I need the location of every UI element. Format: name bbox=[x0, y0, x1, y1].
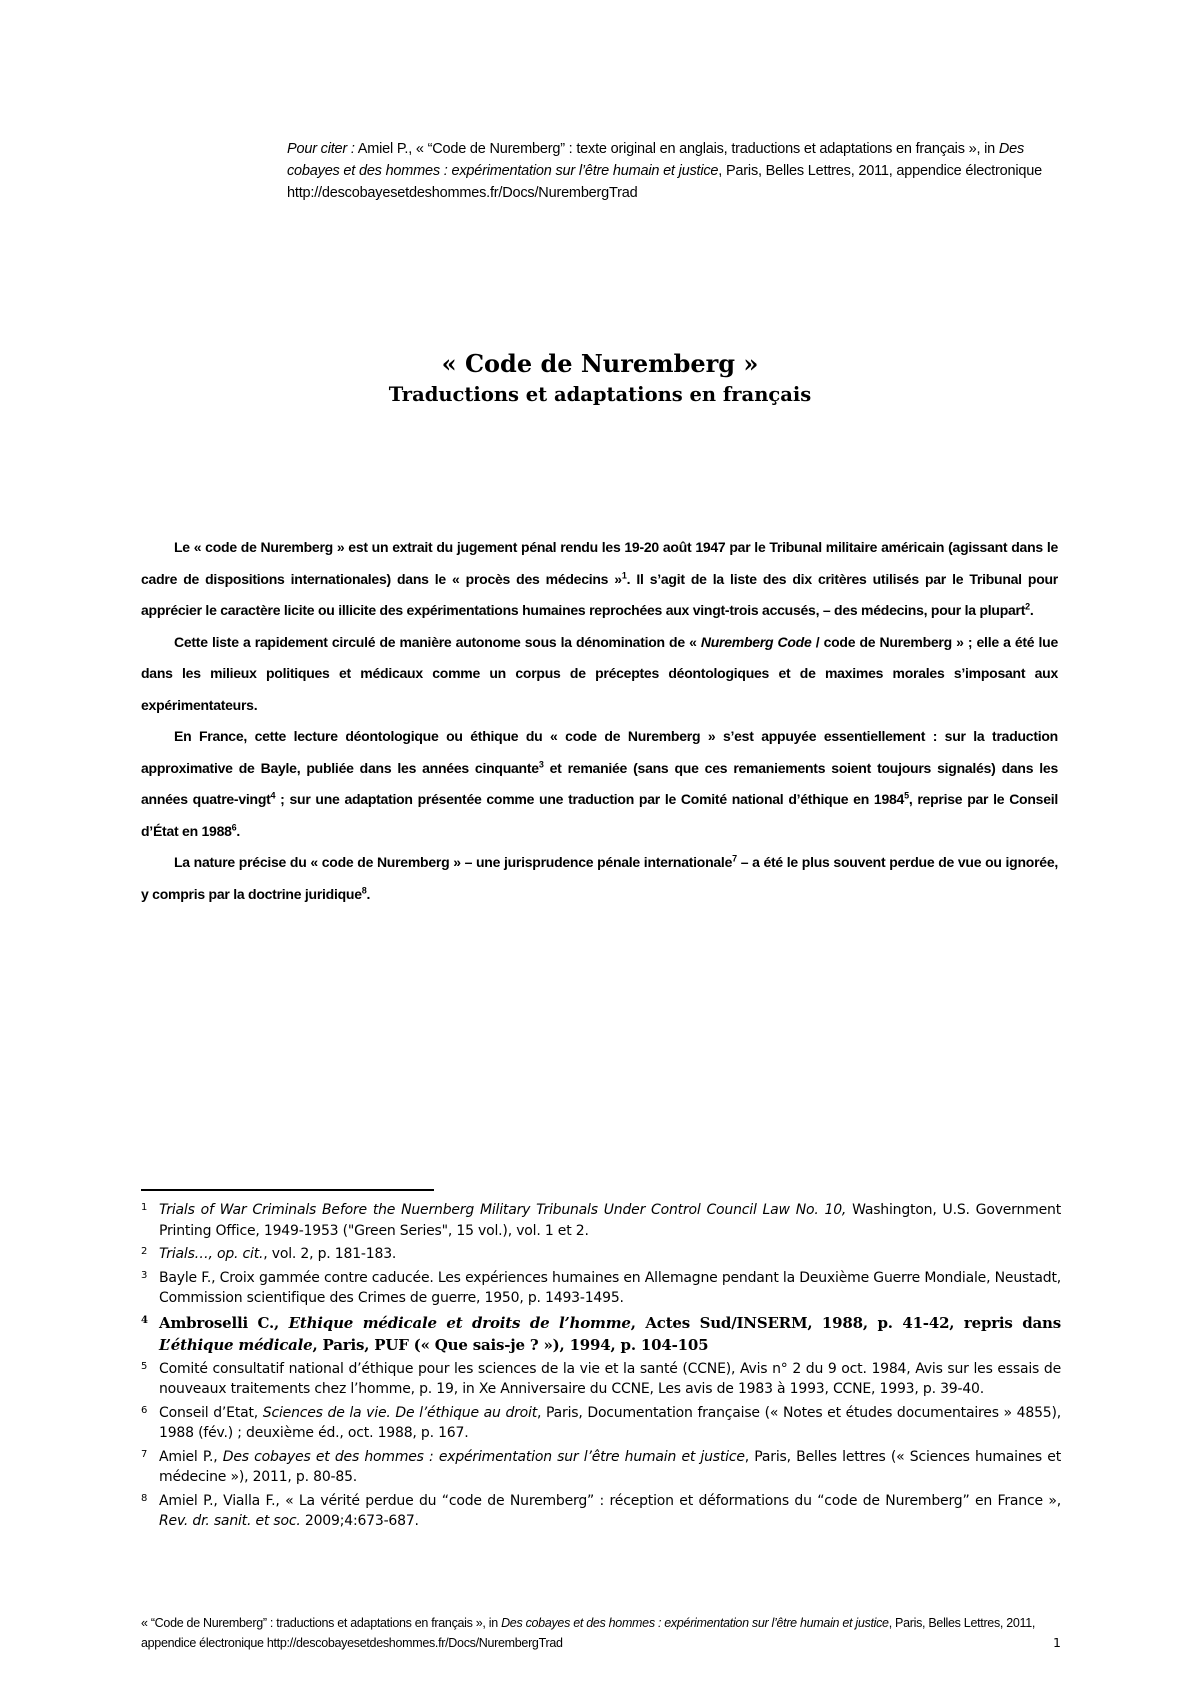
paragraph-3-text-d: , reprise par le Conseil d’État en 1988 bbox=[141, 791, 1059, 839]
footer-text-b: , Paris, Belles Lettres, 2011, appendice électronique http://descobayesetdeshommes.fr/Docs/NurembergTrad bbox=[141, 1616, 1036, 1650]
footer-text-a: « “Code de Nuremberg” : traductions et adaptations en français », in bbox=[141, 1616, 502, 1630]
footnote-number: 8 bbox=[141, 1492, 148, 1504]
paragraph-3-text-c: ; sur une adaptation présentée comme une traduction par le Comité national d’éthique en 1984 bbox=[275, 791, 905, 807]
footnote-4-text-c: , Paris, PUF (« Que sais-je ? »), 1994, p. 104-105 bbox=[312, 1335, 709, 1354]
paragraph-4-text-c: . bbox=[366, 885, 371, 902]
footnote-number: 7 bbox=[141, 1448, 148, 1460]
paragraph-3-text-a: En France, cette lecture déontologique ou éthique du « code de Nuremberg » s’est appuyée essentiellement : sur la traduction approximative de Bayle, publiée dans les années cinquante bbox=[141, 728, 1058, 776]
footnote-number: 3 bbox=[141, 1269, 148, 1281]
footnote-number: 6 bbox=[141, 1404, 148, 1416]
footnote-ref-4[interactable]: 4 bbox=[270, 790, 276, 801]
footnote-8 bbox=[141, 1491, 1061, 1532]
footer-italic: Des cobayes et des hommes : expérimentation sur l’être humain et justice bbox=[501, 1616, 889, 1630]
paragraph-4-text-a: La nature précise du « code de Nuremberg » – une jurisprudence pénale internationale bbox=[174, 854, 733, 870]
paragraph-4-text-b: – a été le plus souvent perdue de vue ou ignorée, y compris par la doctrine juridique bbox=[141, 854, 1059, 902]
footnote-2-text: , vol. 2, p. 181-183. bbox=[263, 1246, 397, 1262]
footnote-4 bbox=[141, 1312, 1061, 1356]
paragraph-1-text-a: Le « code de Nuremberg » est un extrait du jugement pénal rendu les 19-20 août 1947 par le Tribunal militaire américain (agissant dans le cadre de dispositions internationales) dans le « procès des médecins » bbox=[141, 539, 1058, 587]
paragraph-2-text-a: Cette liste a rapidement circulé de manière autonome sous la dénomination de « bbox=[174, 633, 701, 650]
body-text bbox=[141, 532, 1058, 910]
paragraph-3 bbox=[141, 721, 1058, 847]
paragraph-2-italic: Nuremberg Code bbox=[700, 633, 812, 650]
paragraph-4 bbox=[141, 847, 1058, 910]
footnote-number: 5 bbox=[141, 1360, 148, 1372]
footnote-ref-1[interactable]: 1 bbox=[621, 569, 627, 580]
footnote-ref-2[interactable]: 2 bbox=[1025, 601, 1030, 612]
footnote-ref-6[interactable]: 6 bbox=[231, 821, 237, 832]
paragraph-1-text-b: . Il s’agit de la liste des dix critères utilisés par le Tribunal pour apprécier le caractère licite ou illicite des expérimentations humaines reprochées aux vingt-trois accusés, – des médecins, pour la plupart bbox=[141, 570, 1058, 618]
title-block bbox=[0, 348, 1200, 410]
footnote-5 bbox=[141, 1359, 1061, 1400]
footnote-1-text: Washington, U.S. Government Printing Office, 1949-1953 ("Green Series", 15 vol.), vol. 1 et 2. bbox=[159, 1202, 1061, 1239]
footnote-7-text-a: Amiel P., bbox=[159, 1448, 223, 1465]
footnote-5-text: Comité consultatif national d’éthique pour les sciences de la vie et la santé (CCNE), Avis n° 2 du 9 oct. 1984, Avis sur les essais de nouveaux traitements chez l’homme, p. 19, in Xe Anniversaire du CCNE, Les avis de 1983 à 1993, CCNE, 1993, p. 39-40. bbox=[159, 1360, 1061, 1397]
citation-note bbox=[287, 138, 1067, 204]
footnote-4-italic-2: L’éthique médicale bbox=[159, 1335, 313, 1354]
footnote-3-text: Bayle F., Croix gammée contre caducée. Les expériences humaines en Allemagne pendant la Deuxième Guerre Mondiale, Neustadt, Commission scientifique des Crimes de guerre, 1950, p. 1493-1495. bbox=[159, 1269, 1061, 1306]
footnote-4-text-a: Ambroselli C., bbox=[159, 1313, 289, 1332]
footnote-ref-8[interactable]: 8 bbox=[361, 884, 367, 895]
citation-book-title: Des cobayes et des hommes : expérimentation sur l’être humain et justice bbox=[287, 141, 1025, 179]
footnote-4-italic-1: Ethique médicale et droits de l’homme bbox=[288, 1313, 631, 1332]
footnote-6 bbox=[141, 1403, 1061, 1444]
page-number: 1 bbox=[1053, 1635, 1061, 1650]
footnotes bbox=[141, 1200, 1061, 1535]
citation-text-1: Amiel P., « “Code de Nuremberg” : texte original en anglais, traductions et adaptations en français », in bbox=[354, 141, 999, 157]
paragraph-1-text-c: . bbox=[1029, 602, 1034, 618]
footnote-8-text-b: 2009;4:673-687. bbox=[300, 1513, 419, 1529]
footnote-7-italic: Des cobayes et des hommes : expérimentation sur l’être humain et justice bbox=[222, 1448, 745, 1465]
footnote-6-italic: Sciences de la vie. De l’éthique au droit bbox=[262, 1404, 538, 1421]
paragraph-1 bbox=[141, 532, 1058, 627]
paragraph-3-text-e: . bbox=[236, 822, 241, 839]
footnote-number: 2 bbox=[141, 1246, 148, 1257]
footnote-7-text-b: , Paris, Belles lettres (« Sciences humaines et médecine »), 2011, p. 80-85. bbox=[159, 1448, 1062, 1485]
footnote-6-text-a: Conseil d’Etat, bbox=[159, 1404, 263, 1421]
footnote-ref-7[interactable]: 7 bbox=[732, 853, 737, 864]
footnote-number: 4 bbox=[141, 1314, 148, 1326]
footnote-8-text-a: Amiel P., Vialla F., « La vérité perdue du “code de Nuremberg” : réception et déformations du “code de Nuremberg” en France », bbox=[159, 1492, 1061, 1509]
footnote-1-italic: Trials of War Criminals Before the Nuernberg Military Tribunals Under Control Council Law No. 10, bbox=[159, 1202, 847, 1218]
footnote-7 bbox=[141, 1447, 1061, 1488]
footnote-3 bbox=[141, 1268, 1061, 1309]
page-title: « Code de Nuremberg » bbox=[441, 349, 759, 378]
footnote-ref-5[interactable]: 5 bbox=[904, 790, 909, 801]
footnote-8-italic: Rev. dr. sanit. et soc. bbox=[159, 1513, 301, 1529]
paragraph-3-text-b: et remaniée (sans que ces remaniements soient toujours signalés) dans les années quatre-vingt bbox=[141, 759, 1059, 807]
footnote-2 bbox=[141, 1244, 1061, 1265]
citation-text-2: , Paris, Belles Lettres, 2011, appendice électronique http://descobayesetdeshommes.fr/Docs/NurembergTrad bbox=[287, 163, 1042, 201]
footnote-number: 1 bbox=[141, 1202, 148, 1213]
footnote-1 bbox=[141, 1200, 1061, 1241]
page-footer bbox=[141, 1613, 1061, 1653]
footnote-2-italic: Trials…, op. cit. bbox=[159, 1246, 264, 1262]
citation-label: Pour citer : bbox=[287, 141, 355, 157]
footnote-6-text-b: , Paris, Documentation française (« Notes et études documentaires » 4855), 1988 (fév.) ; deuxième éd., oct. 1988, p. 167. bbox=[159, 1404, 1061, 1441]
footnote-separator bbox=[141, 1189, 434, 1191]
page-subtitle: Traductions et adaptations en français bbox=[388, 383, 812, 406]
paragraph-2-text-b: / code de Nuremberg » ; elle a été lue dans les milieux politiques et médicaux comme un corpus de préceptes déontologiques et de maximes morales s’imposant aux expérimentateurs. bbox=[141, 633, 1059, 713]
footnote-4-text-b: , Actes Sud/INSERM, 1988, p. 41-42, repris dans bbox=[630, 1313, 1061, 1332]
paragraph-2 bbox=[141, 627, 1058, 722]
footnote-ref-3[interactable]: 3 bbox=[538, 758, 544, 769]
